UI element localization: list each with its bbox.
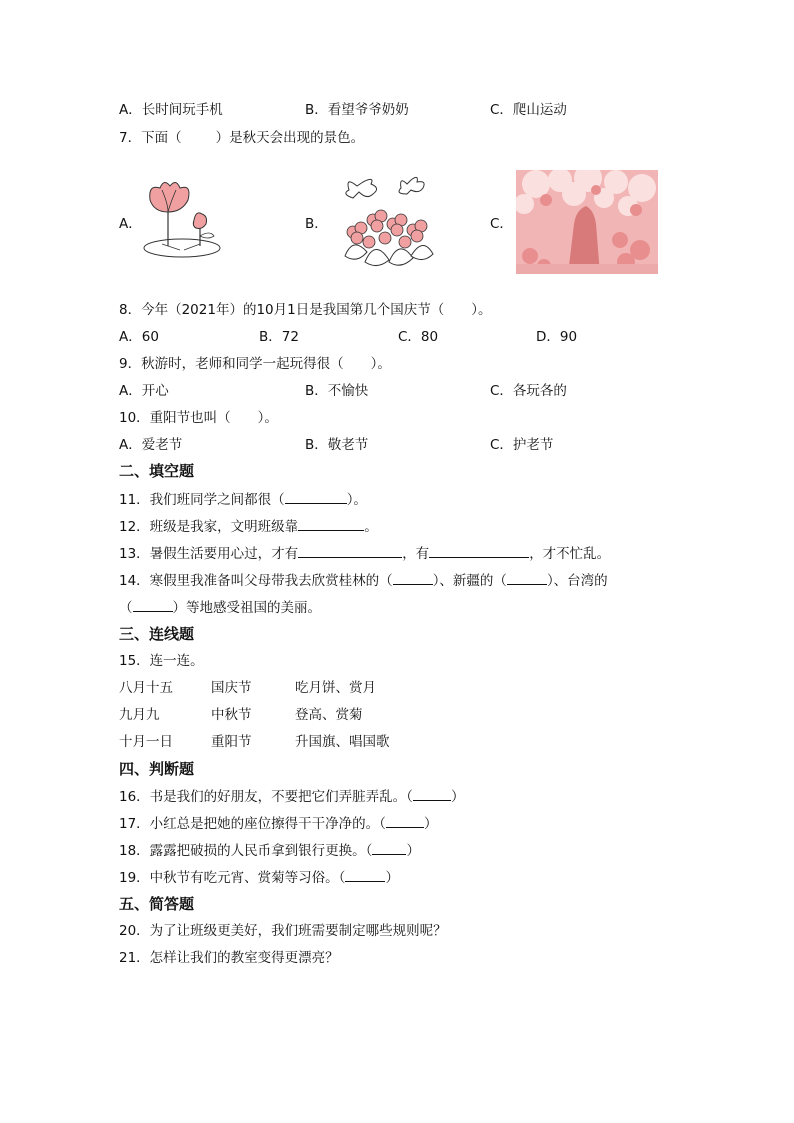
flowers-butterflies-image <box>335 176 439 270</box>
q15-col1-item: 九月九 <box>119 707 160 723</box>
q7-option-c: C． <box>490 216 513 232</box>
q6-option-c: C．爬山运动 <box>490 102 567 118</box>
q7-option-b: B． <box>305 216 328 232</box>
q8-option-a: A．60 <box>119 329 159 345</box>
q9-option-c: C．各玩各的 <box>490 383 567 399</box>
q12: 12．班级是我家，文明班级靠 。 <box>119 519 378 535</box>
q10-option-c: C．护老节 <box>490 437 554 453</box>
q15-col2-item: 重阳节 <box>211 734 252 750</box>
section-heading-short-answer: 五、简答题 <box>119 895 195 913</box>
q11: 11．我们班同学之间都很（ ）。 <box>119 492 367 508</box>
q15-col3-item: 登高、赏菊 <box>295 707 363 723</box>
q17-blank[interactable] <box>386 814 424 828</box>
lotus-flower-image <box>140 180 222 260</box>
q12-blank[interactable] <box>298 517 364 531</box>
q7-stem: 7．下面（ ）是秋天会出现的景色。 <box>119 130 365 146</box>
q8-stem: 8．今年（2021年）的10月1日是我国第几个国庆节（ ）。 <box>119 302 492 318</box>
q9-option-a: A．开心 <box>119 383 169 399</box>
blossom-tree-photo <box>516 170 658 274</box>
q19: 19．中秋节有吃元宵、赏菊等习俗。（ ） <box>119 870 399 886</box>
q21: 21．怎样让我们的教室变得更漂亮？ <box>119 950 339 966</box>
q18: 18．露露把破损的人民币拿到银行更换。（ ） <box>119 843 420 859</box>
q10-option-b: B．敬老节 <box>305 437 369 453</box>
q15-col1-item: 八月十五 <box>119 680 173 696</box>
q14-blank-2[interactable] <box>507 571 547 585</box>
section-heading-matching: 三、连线题 <box>119 625 195 643</box>
section-heading-true-false: 四、判断题 <box>119 760 195 778</box>
q6-option-a: A．长时间玩手机 <box>119 102 223 118</box>
q15-col1-item: 十月一日 <box>119 734 173 750</box>
q6-option-b: B．看望爷爷奶奶 <box>305 102 409 118</box>
q18-blank[interactable] <box>372 841 406 855</box>
q16: 16．书是我们的好朋友，不要把它们弄脏弄乱。（ ） <box>119 789 465 805</box>
q19-blank[interactable] <box>345 868 385 882</box>
q17: 17．小红总是把她的座位擦得干干净净的。（ ） <box>119 816 438 832</box>
q15-col3-item: 吃月饼、赏月 <box>295 680 376 696</box>
q14-blank-3[interactable] <box>133 598 173 612</box>
q15-col2-item: 中秋节 <box>211 707 252 723</box>
q10-option-a: A．爱老节 <box>119 437 183 453</box>
q8-option-b: B．72 <box>259 329 299 345</box>
q11-blank[interactable] <box>285 490 347 504</box>
q8-option-d: D．90 <box>536 329 578 345</box>
q9-stem: 9．秋游时，老师和同学一起玩得很（ ）。 <box>119 356 391 372</box>
q16-blank[interactable] <box>413 787 451 801</box>
q13-blank-1[interactable] <box>298 544 402 558</box>
q13-blank-2[interactable] <box>429 544 529 558</box>
q15-col3-item: 升国旗、唱国歌 <box>295 734 390 750</box>
section-heading-fill-blank: 二、填空题 <box>119 462 195 480</box>
q8-option-c: C．80 <box>398 329 439 345</box>
q14-blank-1[interactable] <box>393 571 433 585</box>
q15-col2-item: 国庆节 <box>211 680 252 696</box>
q14-line1: 14．寒假里我准备叫父母带我去欣赏桂林的（ ）、新疆的（ ）、台湾的 <box>119 573 608 589</box>
q15-stem: 15．连一连。 <box>119 653 204 669</box>
q13: 13．暑假生活要用心过，才有 ，有 ，才不忙乱。 <box>119 546 611 562</box>
q7-option-a: A． <box>119 216 142 232</box>
q20: 20．为了让班级更美好，我们班需要制定哪些规则呢？ <box>119 923 447 939</box>
q10-stem: 10．重阳节也叫（ ）。 <box>119 410 278 426</box>
q9-option-b: B．不愉快 <box>305 383 369 399</box>
q14-line2: （ ）等地感受祖国的美丽。 <box>119 600 321 616</box>
